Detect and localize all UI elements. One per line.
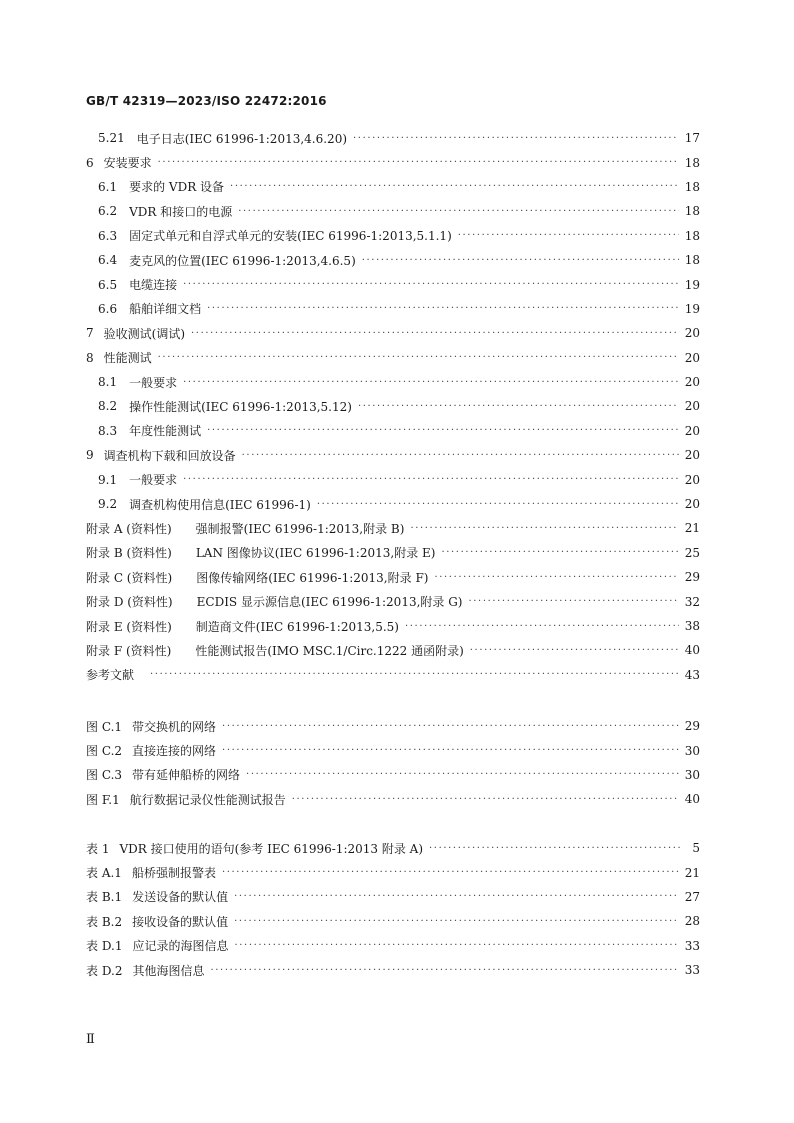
entry-number: 8.3 xyxy=(98,423,118,438)
entry-title: 电缆连接 xyxy=(129,278,178,293)
toc-entry[interactable] xyxy=(86,150,700,174)
figure-entry[interactable] xyxy=(86,787,700,811)
table-entry[interactable] xyxy=(86,860,700,884)
toc-entry[interactable] xyxy=(86,638,700,662)
dot-leader xyxy=(158,352,679,363)
entry-title: 电子日志(IEC 61996-1:2013,4.6.20) xyxy=(136,131,348,146)
toc-entry[interactable] xyxy=(86,175,700,199)
toc-entry[interactable] xyxy=(86,467,700,491)
entry-title: 船桥强制报警表 xyxy=(131,866,216,881)
entry-title: 强制报警(IEC 61996-1:2013,附录 B) xyxy=(195,521,405,536)
entry-number: 附录 B (资料性) xyxy=(86,546,172,561)
entry-page-number: 20 xyxy=(684,423,700,438)
figure-entry[interactable] xyxy=(86,763,700,787)
entry-page-number: 5 xyxy=(692,841,700,856)
toc-entry[interactable] xyxy=(86,126,700,150)
dot-leader xyxy=(158,157,679,168)
entry-number: 表 1 xyxy=(86,841,110,856)
entry-title: 接收设备的默认值 xyxy=(132,914,229,929)
dot-leader xyxy=(458,230,679,241)
toc-entry[interactable] xyxy=(86,541,700,565)
entry-number: 6 xyxy=(86,155,94,170)
entry-page-number: 20 xyxy=(684,375,700,390)
dot-leader xyxy=(222,721,679,732)
toc-entry[interactable] xyxy=(86,663,700,687)
entry-page-number: 21 xyxy=(684,865,700,880)
entry-title: LAN 图像协议(IEC 61996-1:2013,附录 E) xyxy=(195,546,436,561)
entry-title: 要求的 VDR 设备 xyxy=(129,180,225,195)
entry-page-number: 18 xyxy=(684,204,700,219)
entry-title: 航行数据记录仪性能测试报告 xyxy=(129,792,286,807)
entry-title: 调查机构使用信息(IEC 61996-1) xyxy=(129,497,311,512)
dot-leader xyxy=(429,843,680,854)
dot-leader xyxy=(183,377,679,388)
entry-page-number: 29 xyxy=(684,719,700,734)
toc-entry[interactable] xyxy=(86,614,700,638)
page-number: Ⅱ xyxy=(86,1032,95,1047)
table-entry[interactable] xyxy=(86,958,700,982)
entry-page-number: 33 xyxy=(684,938,700,953)
entry-number: 6.4 xyxy=(98,253,118,268)
entry-page-number: 19 xyxy=(684,301,700,316)
entry-page-number: 18 xyxy=(684,179,700,194)
toc-entry[interactable] xyxy=(86,272,700,296)
entry-number: 附录 C (资料性) xyxy=(86,570,173,585)
toc-entry[interactable] xyxy=(86,321,700,345)
entry-title: 验收测试(调试) xyxy=(103,326,186,341)
dot-leader xyxy=(441,547,678,558)
entry-title: 年度性能测试 xyxy=(129,424,202,439)
entry-page-number: 20 xyxy=(684,326,700,341)
entry-title: 一般要求 xyxy=(129,473,178,488)
dot-leader xyxy=(242,450,679,461)
entry-page-number: 30 xyxy=(684,767,700,782)
entry-page-number: 40 xyxy=(684,643,700,658)
dot-leader xyxy=(183,474,679,485)
table-entry[interactable] xyxy=(86,909,700,933)
entry-number: 附录 A (资料性) xyxy=(86,521,172,536)
entry-page-number: 18 xyxy=(684,228,700,243)
dot-leader xyxy=(191,328,679,339)
dot-leader xyxy=(410,523,678,534)
figure-entry[interactable] xyxy=(86,714,700,738)
dot-leader xyxy=(292,794,679,805)
entry-number: 表 D.1 xyxy=(86,939,123,954)
entry-page-number: 25 xyxy=(684,545,700,560)
dot-leader xyxy=(246,769,679,780)
entry-page-number: 20 xyxy=(684,350,700,365)
dot-leader xyxy=(468,596,678,607)
dot-leader xyxy=(234,891,679,902)
entry-title: 一般要求 xyxy=(129,375,178,390)
entry-number: 图 C.2 xyxy=(86,744,123,759)
toc-entry[interactable] xyxy=(86,394,700,418)
entry-page-number: 29 xyxy=(684,570,700,585)
toc-entry[interactable] xyxy=(86,492,700,516)
entry-page-number: 43 xyxy=(684,667,700,682)
entry-title: 直接连接的网络 xyxy=(132,744,217,759)
entry-title: 调查机构下载和回放设备 xyxy=(103,448,236,463)
dot-leader xyxy=(434,572,678,583)
entry-number: 5.21 xyxy=(98,131,125,146)
entry-number: 图 C.1 xyxy=(86,719,123,734)
entry-number: 图 C.3 xyxy=(86,768,123,783)
entry-number: 6.2 xyxy=(98,204,118,219)
toc-entry[interactable] xyxy=(86,248,700,272)
entry-title: VDR 接口使用的语句(参考 IEC 61996-1:2013 附录 A) xyxy=(119,841,424,856)
toc-entry[interactable] xyxy=(86,443,700,467)
entry-title: 图像传输网络(IEC 61996-1:2013,附录 F) xyxy=(196,570,429,585)
toc-entry[interactable] xyxy=(86,297,700,321)
entry-page-number: 40 xyxy=(684,792,700,807)
entry-number: 表 B.1 xyxy=(86,890,123,905)
toc-entry[interactable] xyxy=(86,199,700,223)
dot-leader xyxy=(234,940,678,951)
entry-page-number: 30 xyxy=(684,743,700,758)
entry-page-number: 20 xyxy=(684,472,700,487)
dot-leader xyxy=(238,206,678,217)
entry-number: 6.5 xyxy=(98,277,118,292)
entry-title: 带有延伸船桥的网络 xyxy=(132,768,241,783)
entry-title: 船舶详细文档 xyxy=(129,302,202,317)
figure-entry[interactable] xyxy=(86,738,700,762)
entry-title: 发送设备的默认值 xyxy=(132,890,229,905)
dot-leader xyxy=(362,255,679,266)
dot-leader xyxy=(234,916,679,927)
dot-leader xyxy=(353,133,679,144)
table-entry[interactable] xyxy=(86,836,700,860)
dot-leader xyxy=(358,401,679,412)
entry-page-number: 20 xyxy=(684,399,700,414)
dot-leader xyxy=(222,745,679,756)
entry-title: 固定式单元和自浮式单元的安装(IEC 61996-1:2013,5.1.1) xyxy=(129,229,452,244)
entry-title: 制造商文件(IEC 61996-1:2013,5.5) xyxy=(195,619,399,634)
dot-leader xyxy=(405,621,679,632)
entry-page-number: 27 xyxy=(684,889,700,904)
entry-page-number: 18 xyxy=(684,155,700,170)
entry-title: 带交换机的网络 xyxy=(132,719,217,734)
entry-page-number: 17 xyxy=(684,131,700,146)
entry-number: 8.2 xyxy=(98,399,118,414)
entry-number: 9.1 xyxy=(98,472,118,487)
list-of-figures xyxy=(86,714,700,812)
entry-title: 麦克风的位置(IEC 61996-1:2013,4.6.5) xyxy=(129,253,356,268)
dot-leader xyxy=(207,303,679,314)
entry-page-number: 21 xyxy=(684,521,700,536)
entry-number: 表 D.2 xyxy=(86,963,123,978)
entry-title: 操作性能测试(IEC 61996-1:2013,5.12) xyxy=(129,399,352,414)
entry-title: 其他海图信息 xyxy=(132,963,205,978)
toc-entry[interactable] xyxy=(86,370,700,394)
toc-entry[interactable] xyxy=(86,346,700,370)
dot-leader xyxy=(210,965,678,976)
toc-entry[interactable] xyxy=(86,224,700,248)
entry-number: 8.1 xyxy=(98,375,118,390)
entry-title: 应记录的海图信息 xyxy=(132,939,229,954)
toc-entry[interactable] xyxy=(86,589,700,613)
toc-entry[interactable] xyxy=(86,419,700,443)
entry-page-number: 33 xyxy=(684,963,700,978)
entry-number: 6.3 xyxy=(98,228,118,243)
entry-number: 参考文献 xyxy=(86,668,135,683)
toc-entry[interactable] xyxy=(86,565,700,589)
table-of-contents xyxy=(86,126,700,687)
dot-leader xyxy=(317,499,679,510)
entry-page-number: 32 xyxy=(684,594,700,609)
dot-leader xyxy=(183,279,679,290)
entry-number: 附录 E (资料性) xyxy=(86,619,172,634)
entry-page-number: 19 xyxy=(684,277,700,292)
entry-title: 性能测试报告(IMO MSC.1/Circ.1222 通函附录) xyxy=(195,643,464,658)
entry-number: 9.2 xyxy=(98,497,118,512)
entry-title: 性能测试 xyxy=(103,351,152,366)
dot-leader xyxy=(470,645,679,656)
dot-leader xyxy=(222,867,679,878)
dot-leader xyxy=(207,425,679,436)
dot-leader xyxy=(150,669,679,680)
list-of-tables xyxy=(86,836,700,982)
entry-number: 8 xyxy=(86,350,94,365)
entry-number: 附录 F (资料性) xyxy=(86,643,172,658)
entry-number: 表 B.2 xyxy=(86,914,123,929)
entry-page-number: 28 xyxy=(684,914,700,929)
entry-number: 6.1 xyxy=(98,179,118,194)
entry-page-number: 38 xyxy=(684,619,700,633)
entry-title: VDR 和接口的电源 xyxy=(129,204,233,219)
entry-page-number: 18 xyxy=(684,253,700,268)
table-entry[interactable] xyxy=(86,934,700,958)
document-code: GB/T 42319—2023/ISO 22472:2016 xyxy=(86,94,327,108)
entry-number: 7 xyxy=(86,326,94,341)
entry-number: 表 A.1 xyxy=(86,866,122,881)
dot-leader xyxy=(230,181,679,192)
entry-number: 附录 D (资料性) xyxy=(86,595,173,610)
entry-number: 6.6 xyxy=(98,301,118,316)
toc-entry[interactable] xyxy=(86,516,700,540)
entry-page-number: 20 xyxy=(684,448,700,463)
entry-title: 安装要求 xyxy=(103,156,152,171)
entry-title: ECDIS 显示源信息(IEC 61996-1:2013,附录 G) xyxy=(196,595,463,610)
entry-page-number: 20 xyxy=(684,497,700,512)
entry-number: 图 F.1 xyxy=(86,792,120,807)
table-entry[interactable] xyxy=(86,885,700,909)
entry-number: 9 xyxy=(86,448,94,463)
